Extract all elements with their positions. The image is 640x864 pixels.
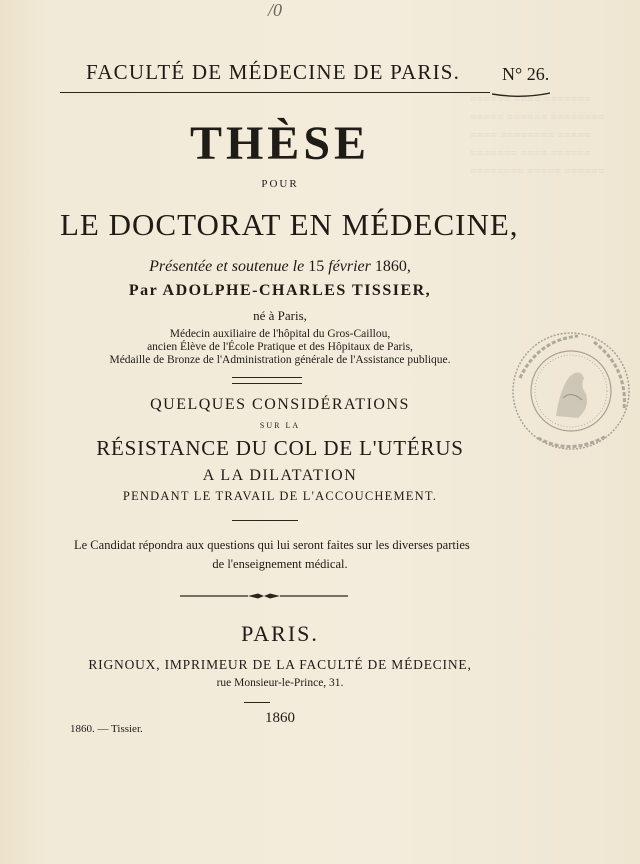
pour-label: POUR — [261, 178, 299, 190]
faculty-header: FACULTÉ DE MÉDECINE DE PARIS. — [86, 60, 461, 84]
imprint-address: rue Monsieur-le-Prince, 31. — [216, 677, 344, 689]
candidate-note-2: de l'enseignement médical. — [212, 557, 348, 571]
imprint-printer: RIGNOUX, IMPRIMEUR DE LA FACULTÉ DE MÉDECINE, — [88, 657, 472, 672]
presentation-suffix: , — [406, 258, 411, 275]
header-rule-flourish — [492, 92, 550, 98]
library-stamp-seal — [508, 328, 634, 454]
birthplace: né à Paris, — [253, 308, 307, 323]
author-title-3: Médaille de Bronze de l'Administration générale de l'Assistance publique. — [109, 354, 451, 366]
subject-line-5: PENDANT LE TRAVAIL DE L'ACCOUCHEMENT. — [122, 489, 438, 503]
ornament-divider — [180, 592, 348, 600]
subject-line-1: QUELQUES CONSIDÉRATIONS — [150, 396, 410, 413]
author-title-1: Médecin auxiliaire de l'hôpital du Gros-Caillou, — [169, 328, 391, 340]
double-rule — [232, 377, 302, 384]
presentation-month: février — [324, 258, 375, 275]
show-through-text: ≡≡≡≡≡≡ ≡≡≡≡ ≡≡≡≡≡≡≡ ≡≡≡≡≡ ≡≡≡≡≡≡ ≡≡≡≡≡≡≡≡ ≡≡≡≡ ≡≡≡≡≡≡≡≡ ≡≡≡≡≡ ≡≡≡≡≡≡≡ ≡≡≡≡ ≡≡≡≡≡≡ ≡≡≡≡≡≡≡≡ ≡≡≡≡≡ ≡≡≡≡≡≡ — [470, 92, 605, 178]
middle-rule — [232, 520, 298, 521]
presentation-line — [0, 258, 560, 276]
author-line: Par ADOLPHE-CHARLES TISSIER, — [128, 282, 432, 299]
presentation-year: 1860 — [374, 258, 407, 275]
footer-note: 1860. — Tissier. — [70, 723, 143, 735]
doctorat-heading: LE DOCTORAT EN MÉDECINE, — [60, 207, 519, 242]
presentation-day: 15 — [308, 258, 325, 275]
presentation-prefix: Présentée et soutenue le — [149, 258, 309, 275]
subject-main-title: RÉSISTANCE DU COL DE L'UTÉRUS — [96, 436, 464, 460]
thesis-title: THÈSE — [189, 117, 371, 170]
author-title-2: ancien Élève de l'École Pratique et des Hôpitaux de Paris, — [147, 341, 413, 353]
imprint-year: 1860 — [265, 710, 295, 726]
thesis-number: N° 26. — [502, 64, 550, 84]
year-rule — [244, 702, 270, 703]
subject-line-2: SUR LA — [259, 421, 301, 430]
candidate-note-1: Le Candidat répondra aux questions qui lui seront faites sur les diverses parties — [74, 538, 470, 552]
imprint-city: PARIS. — [241, 621, 319, 646]
pencil-annotation: /0 — [268, 0, 283, 20]
subject-line-4: A LA DILATATION — [202, 467, 358, 484]
header-rule — [60, 92, 490, 93]
